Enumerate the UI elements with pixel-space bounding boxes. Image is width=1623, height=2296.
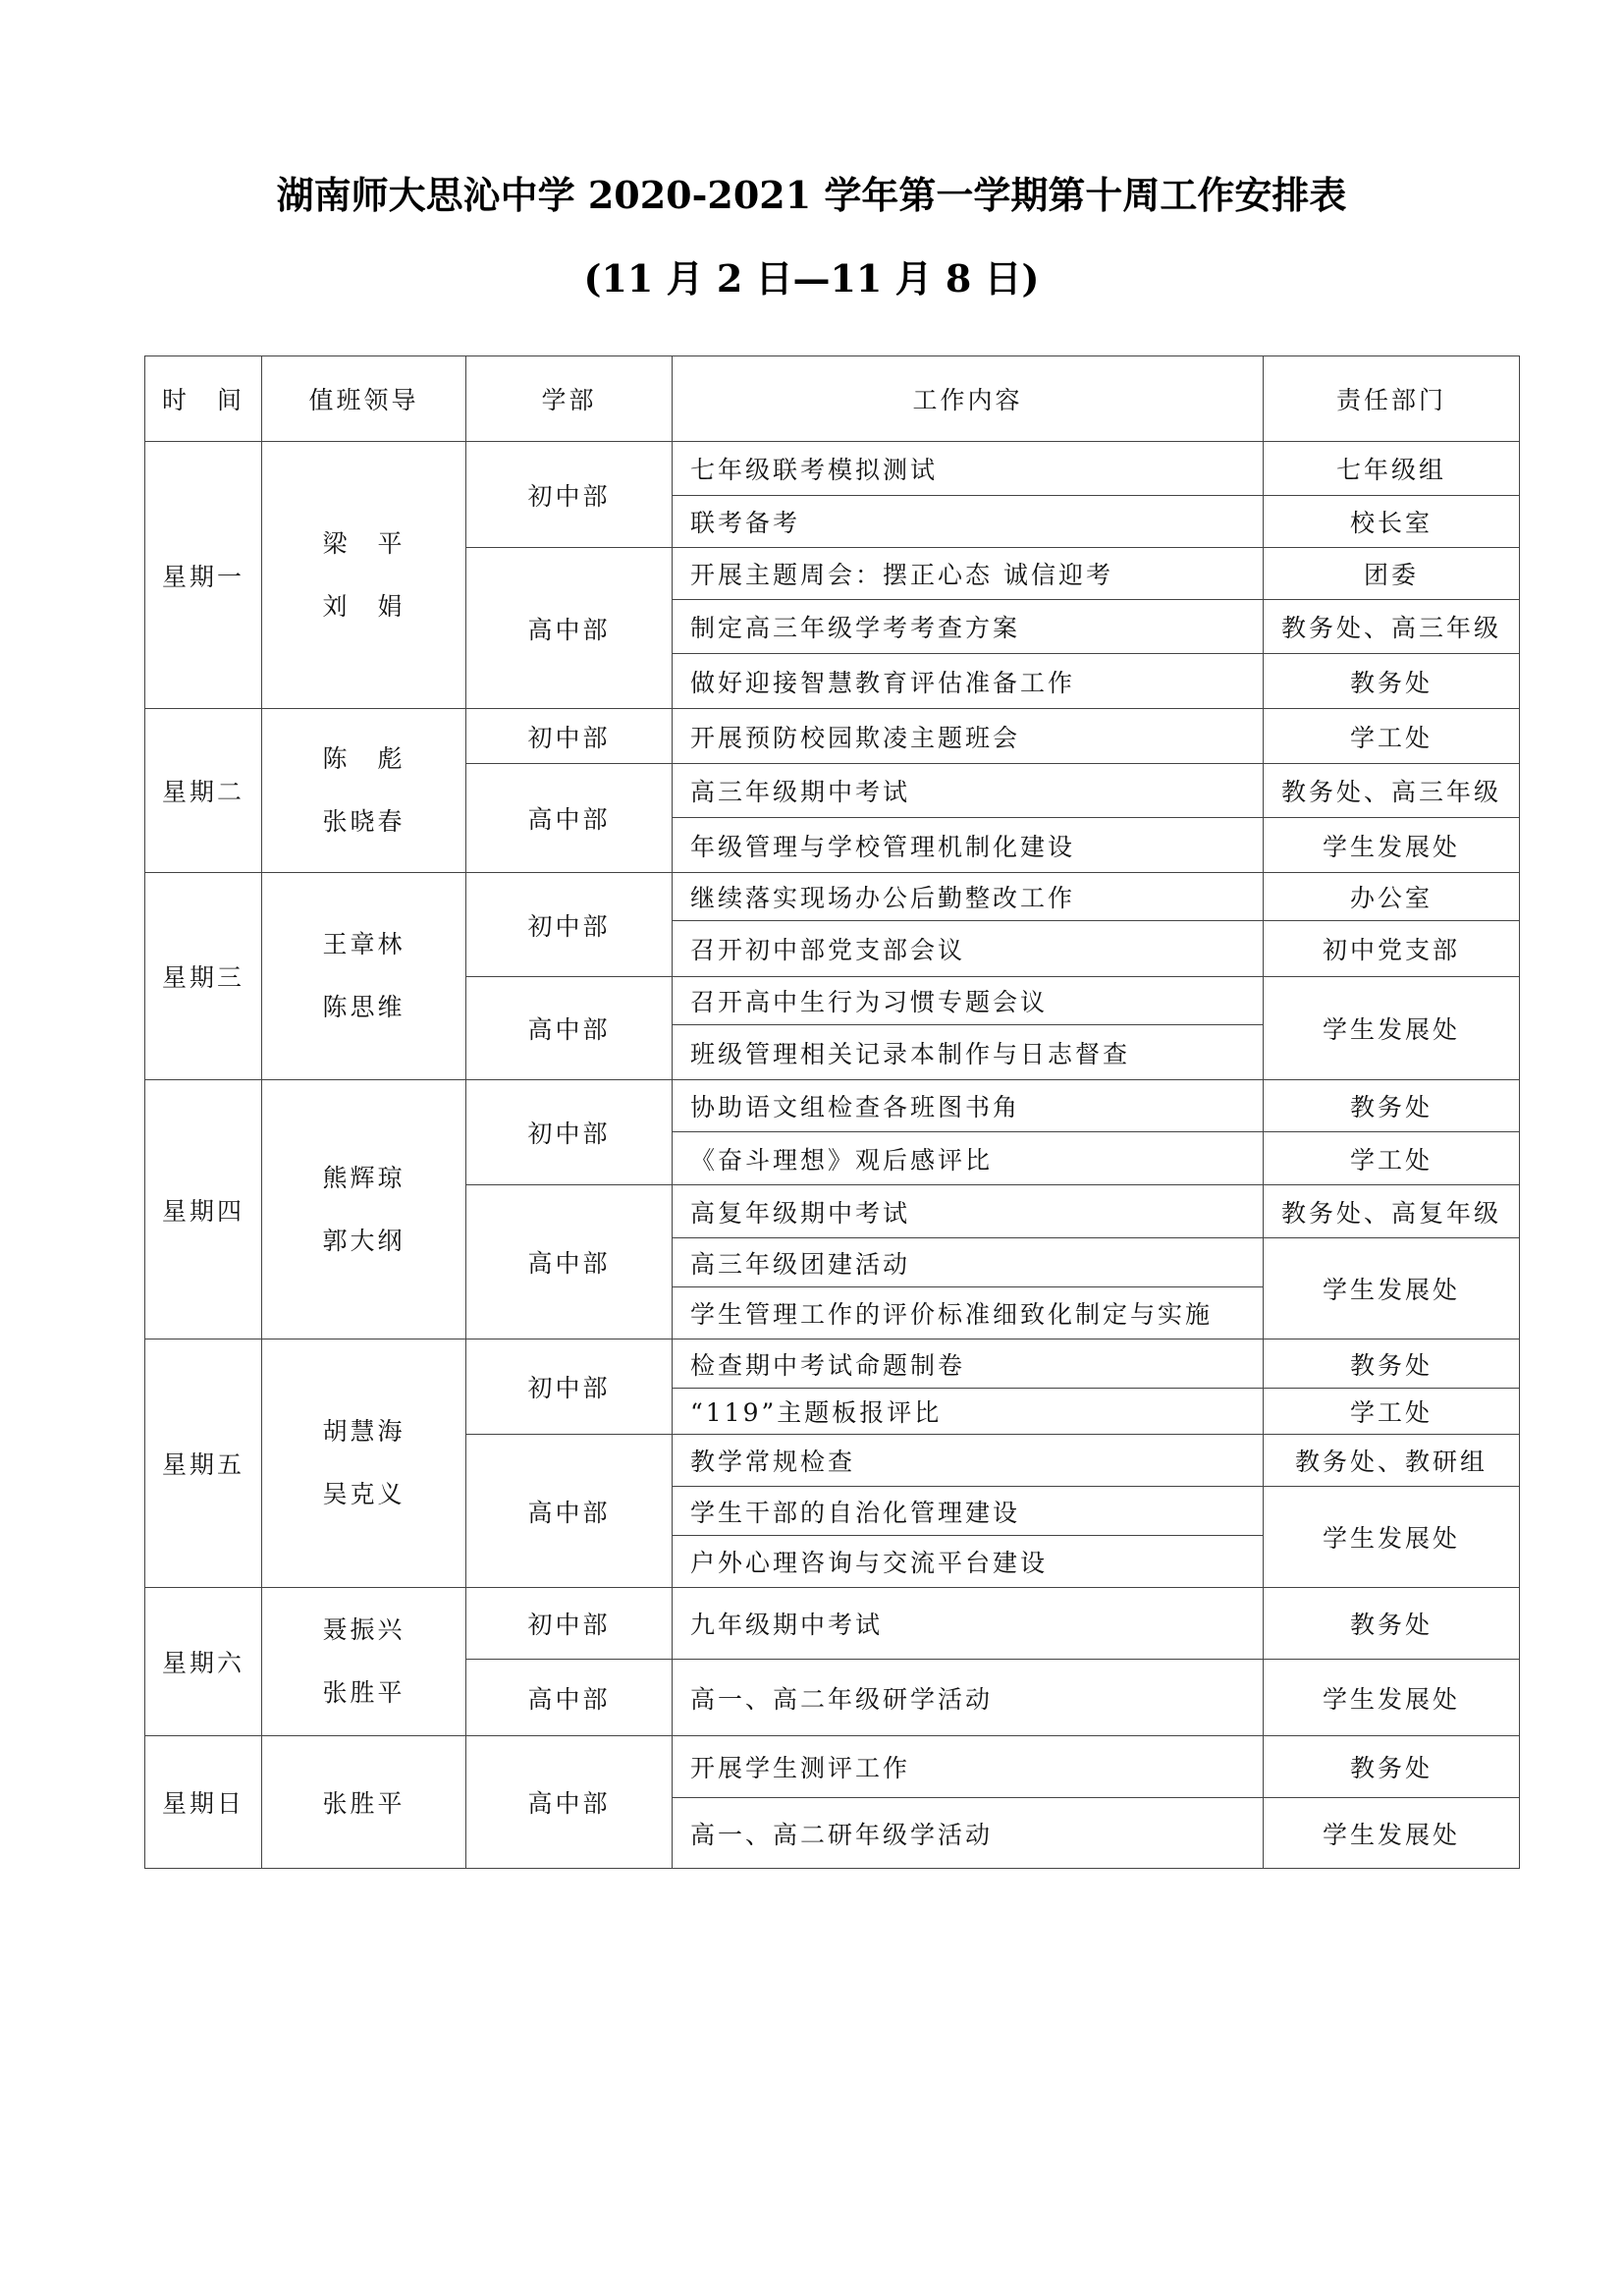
task-dept: 学工处 bbox=[1264, 1389, 1520, 1435]
task-content: 高三年级团建活动 bbox=[673, 1238, 1264, 1287]
task-dept: 学工处 bbox=[1264, 709, 1520, 764]
task-content: 开展预防校园欺凌主题班会 bbox=[673, 709, 1264, 764]
task-content: 高一、高二年级研学活动 bbox=[673, 1660, 1264, 1736]
task-dept: 学生发展处 bbox=[1264, 1660, 1520, 1736]
task-content: “119”主题板报评比 bbox=[673, 1389, 1264, 1435]
division-cell: 高中部 bbox=[466, 977, 673, 1080]
page-title: 湖南师大思沁中学 2020-2021 学年第一学期第十周工作安排表 bbox=[276, 173, 1347, 217]
task-content: 《奋斗理想》观后感评比 bbox=[673, 1132, 1264, 1185]
date-range-subtitle: (11 月 2 日—11 月 8 日) bbox=[583, 256, 1040, 301]
division-cell: 初中部 bbox=[466, 442, 673, 548]
day-cell: 星期三 bbox=[145, 873, 262, 1080]
task-content: 学生干部的自治化管理建设 bbox=[673, 1487, 1264, 1536]
task-dept: 学生发展处 bbox=[1264, 977, 1520, 1080]
division-cell: 高中部 bbox=[466, 548, 673, 709]
task-content: 协助语文组检查各班图书角 bbox=[673, 1080, 1264, 1132]
header-dept: 责任部门 bbox=[1264, 356, 1520, 442]
task-dept: 团委 bbox=[1264, 548, 1520, 600]
header-time: 时 间 bbox=[145, 356, 262, 442]
task-content: 高三年级期中考试 bbox=[673, 764, 1264, 818]
task-content: 开展主题周会：摆正心态 诚信迎考 bbox=[673, 548, 1264, 600]
task-dept: 教务处 bbox=[1264, 654, 1520, 709]
header-leader: 值班领导 bbox=[262, 356, 466, 442]
task-dept: 办公室 bbox=[1264, 873, 1520, 921]
division-cell: 高中部 bbox=[466, 1435, 673, 1588]
leader-name: 陈 彪 bbox=[322, 744, 406, 773]
division-cell: 初中部 bbox=[466, 1339, 673, 1435]
task-dept: 教务处、教研组 bbox=[1264, 1435, 1520, 1487]
leader-name: 聂振兴 bbox=[322, 1615, 406, 1644]
division-cell: 高中部 bbox=[466, 1736, 673, 1869]
task-content: 召开高中生行为习惯专题会议 bbox=[673, 977, 1264, 1025]
division-cell: 初中部 bbox=[466, 1080, 673, 1185]
division-cell: 初中部 bbox=[466, 709, 673, 764]
task-content: 户外心理咨询与交流平台建设 bbox=[673, 1536, 1264, 1588]
day-cell: 星期四 bbox=[145, 1080, 262, 1339]
table-row bbox=[145, 873, 1520, 921]
leader-name: 熊辉琼 bbox=[322, 1163, 406, 1192]
task-content: 教学常规检查 bbox=[673, 1435, 1264, 1487]
table-row bbox=[145, 1339, 1520, 1389]
task-content: 继续落实现场办公后勤整改工作 bbox=[673, 873, 1264, 921]
table-row bbox=[145, 1080, 1520, 1132]
leader-name: 张晓春 bbox=[322, 807, 406, 836]
task-content: 七年级联考模拟测试 bbox=[673, 442, 1264, 496]
leader-name: 吴克义 bbox=[322, 1480, 406, 1508]
task-dept: 教务处、高三年级 bbox=[1264, 600, 1520, 654]
leader-cell bbox=[262, 1339, 466, 1588]
task-content: 年级管理与学校管理机制化建设 bbox=[673, 818, 1264, 873]
leader-name: 张胜平 bbox=[322, 1678, 406, 1707]
task-content: 开展学生测评工作 bbox=[673, 1736, 1264, 1798]
leader-cell bbox=[262, 1588, 466, 1736]
header-content: 工作内容 bbox=[673, 356, 1264, 442]
leader-cell bbox=[262, 1080, 466, 1339]
header-division: 学部 bbox=[466, 356, 673, 442]
leader-cell: 张胜平 bbox=[262, 1736, 466, 1869]
task-dept: 学生发展处 bbox=[1264, 818, 1520, 873]
leader-name: 胡慧海 bbox=[322, 1417, 406, 1446]
task-content: 召开初中部党支部会议 bbox=[673, 921, 1264, 977]
table-row bbox=[145, 1588, 1520, 1660]
task-content: 制定高三年级学考考查方案 bbox=[673, 600, 1264, 654]
day-cell: 星期六 bbox=[145, 1588, 262, 1736]
division-cell: 高中部 bbox=[466, 764, 673, 873]
schedule-table bbox=[144, 355, 1520, 1869]
leader-name: 刘 娟 bbox=[322, 591, 406, 621]
leader-name: 梁 平 bbox=[322, 528, 406, 558]
task-content: 学生管理工作的评价标准细致化制定与实施 bbox=[673, 1287, 1264, 1339]
table-row bbox=[145, 442, 1520, 496]
header-row bbox=[145, 356, 1520, 442]
task-dept: 教务处、高三年级 bbox=[1264, 764, 1520, 818]
leader-name: 王章林 bbox=[322, 930, 406, 958]
division-cell: 初中部 bbox=[466, 1588, 673, 1660]
leader-cell bbox=[262, 442, 466, 709]
task-dept: 校长室 bbox=[1264, 496, 1520, 548]
task-content: 高一、高二研年级学活动 bbox=[673, 1798, 1264, 1869]
task-dept: 学生发展处 bbox=[1264, 1798, 1520, 1869]
task-dept: 学生发展处 bbox=[1264, 1487, 1520, 1588]
leader-name: 郭大纲 bbox=[322, 1226, 406, 1255]
task-dept: 教务处、高复年级 bbox=[1264, 1185, 1520, 1238]
day-cell: 星期二 bbox=[145, 709, 262, 873]
leader-name: 陈思维 bbox=[322, 993, 406, 1021]
task-dept: 学生发展处 bbox=[1264, 1238, 1520, 1339]
leader-cell bbox=[262, 709, 466, 873]
task-dept: 学工处 bbox=[1264, 1132, 1520, 1185]
task-dept: 初中党支部 bbox=[1264, 921, 1520, 977]
task-dept: 教务处 bbox=[1264, 1588, 1520, 1660]
day-cell: 星期五 bbox=[145, 1339, 262, 1588]
day-cell: 星期日 bbox=[145, 1736, 262, 1869]
task-dept: 教务处 bbox=[1264, 1339, 1520, 1389]
leader-cell bbox=[262, 873, 466, 1080]
task-content: 班级管理相关记录本制作与日志督查 bbox=[673, 1025, 1264, 1080]
division-cell: 高中部 bbox=[466, 1185, 673, 1339]
task-dept: 教务处 bbox=[1264, 1736, 1520, 1798]
day-cell: 星期一 bbox=[145, 442, 262, 709]
task-content: 九年级期中考试 bbox=[673, 1588, 1264, 1660]
task-dept: 七年级组 bbox=[1264, 442, 1520, 496]
task-content: 检查期中考试命题制卷 bbox=[673, 1339, 1264, 1389]
task-dept: 教务处 bbox=[1264, 1080, 1520, 1132]
task-content: 做好迎接智慧教育评估准备工作 bbox=[673, 654, 1264, 709]
division-cell: 初中部 bbox=[466, 873, 673, 977]
task-content: 高复年级期中考试 bbox=[673, 1185, 1264, 1238]
task-content: 联考备考 bbox=[673, 496, 1264, 548]
division-cell: 高中部 bbox=[466, 1660, 673, 1736]
table-row bbox=[145, 709, 1520, 764]
table-row bbox=[145, 1736, 1520, 1798]
